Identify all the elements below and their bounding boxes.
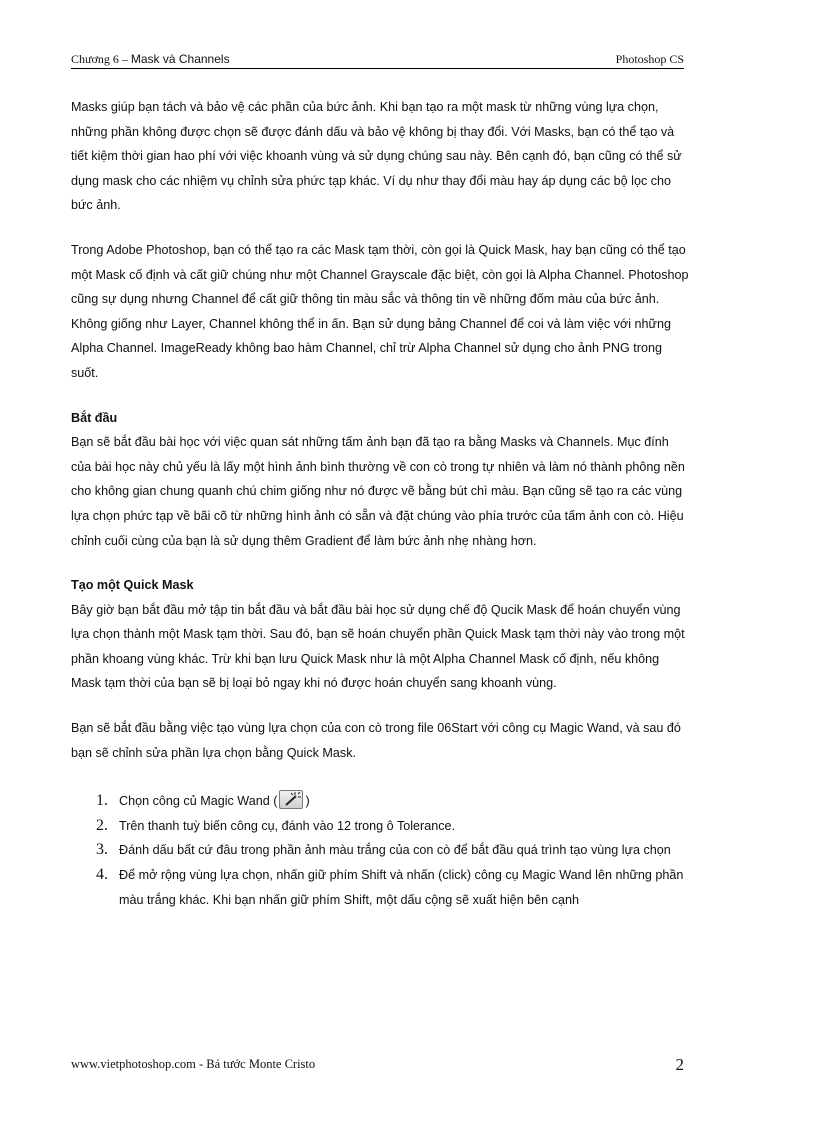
header-chapter: Chương 6	[71, 52, 119, 66]
list-item	[71, 838, 691, 863]
steps-list	[71, 789, 691, 912]
page-footer	[71, 1055, 684, 1077]
header-topic: Mask và Channels	[130, 52, 230, 66]
header-left	[71, 52, 230, 67]
step-number: 1.	[96, 792, 108, 810]
step-number: 4.	[96, 866, 108, 884]
footer-credit: www.vietphotoshop.com - Bá tước Monte Cristo	[71, 1057, 316, 1071]
step-number: 3.	[96, 841, 108, 859]
page-number: 2	[675, 1055, 684, 1074]
step-text: Đánh dấu bất cứ đâu trong phần ảnh màu trắng của con cò để bắt đầu quá trình tạo vùng lựa chọn	[119, 843, 671, 858]
list-item	[71, 863, 691, 912]
magic-wand-icon	[279, 790, 303, 809]
paragraph-quick-mask: Bây giờ bạn bắt đầu mở tập tin bắt đầu và bắt đầu bài học sử dụng chế độ Qucik Mask để hoán chuyển vùng lựa chọn thành một Mask tạm thời. Sau đó, bạn sẽ hoán chuyển phần Quick Mask tạm thời này vào trong một phần khoang vùng khác. Trừ khi bạn lưu Quick Mask như là một Alpha Channel Mask cố định, nếu không Mask tạm thời của bạn sẽ bị loại bỏ ngay khi nó được hoán chuyển sang khoanh vùng.	[71, 602, 685, 691]
list-item	[71, 814, 691, 839]
header-separator: –	[118, 52, 131, 66]
paragraph-start: Bạn sẽ bắt đầu bài học với việc quan sát những tấm ảnh bạn đã tạo ra bằng Masks và Channels. Mục đính của bài học này chủ yếu là lấy một hình ảnh bình thường về con cò trong tự nhiên và làm nó thành phông nền cho không gian chung quanh chú chim giống như nó được vẽ bằng bút chì màu. Bạn cũng sẽ tạo ra các vùng lựa chọn phức tạp về bãi cõ từ những hình ảnh có sẵn và đặt chúng vào phía trước của tấm ảnh con cò. Hiệu chỉnh cuối cùng của bạn là sử dụng thêm Gradient để làm bức ảnh nhẹ nhàng hơn.	[71, 435, 685, 548]
heading-quick-mask: Tạo một Quick Mask	[71, 578, 194, 593]
paragraph-quick-mask-2: Bạn sẽ bắt đầu bằng việc tạo vùng lựa chọn của con cò trong file 06Start với công cụ Magic Wand, và sau đó bạn sẽ chỉnh sửa phần lựa chọn bằng Quick Mask.	[71, 721, 681, 760]
step-text: Để mở rộng vùng lựa chọn, nhấn giữ phím Shift và nhấn (click) công cụ Magic Wand lên những phần màu trắng khác. Khi bạn nhấn giữ phím Shift, một dấu cộng sẽ xuất hiện bên cạnh	[119, 868, 684, 907]
paragraph-intro-1: Masks giúp bạn tách và bảo vệ các phần của bức ảnh. Khi bạn tạo ra một mask từ những vùng lựa chọn, những phần không được chọn sẽ được đánh dấu và bảo vệ không bị thay đổi. Với Masks, bạn có thể tạo và tiết kiệm thời gian hao phí với việc khoanh vùng và sử dụng chúng sau này. Bên cạnh đó, bạn cũng có thể sử dụng mask cho các nhiệm vụ chỉnh sửa phức tạp khác. Ví dụ như thay đổi màu hay áp dụng các bộ lọc cho bức ảnh.	[71, 100, 682, 213]
page-header	[71, 50, 684, 69]
list-item	[71, 789, 691, 814]
step-text: Chọn công củ Magic Wand (	[119, 794, 278, 809]
step-text-after: )	[305, 794, 310, 809]
page-content	[71, 95, 691, 912]
paragraph-intro-2: Trong Adobe Photoshop, bạn có thể tạo ra các Mask tạm thời, còn gọi là Quick Mask, hay bạn cũng có thể tạo một Mask cố định và cất giữ chúng như một Channel Grayscale đặc biệt, còn gọi là Alpha Channel. Photoshop cũng sự dụng nhưng Channel để cất giữ thông tin màu sắc và thông tin về những đốm màu của bức ảnh. Không giống như Layer, Channel không thể in ấn. Bạn sử dụng bảng Channel để coi và làm việc với những Alpha Channel. ImageReady không bao hàm Channel, chỉ trừ Alpha Channel sử dụng cho ảnh PNG trong suốt.	[71, 242, 689, 380]
step-text: Trên thanh tuỳ biến công cụ, đánh vào 12 trong ô Tolerance.	[119, 818, 456, 833]
heading-start: Bắt đầu	[71, 410, 118, 425]
header-right: Photoshop CS	[615, 52, 684, 66]
step-number: 2.	[96, 816, 108, 834]
